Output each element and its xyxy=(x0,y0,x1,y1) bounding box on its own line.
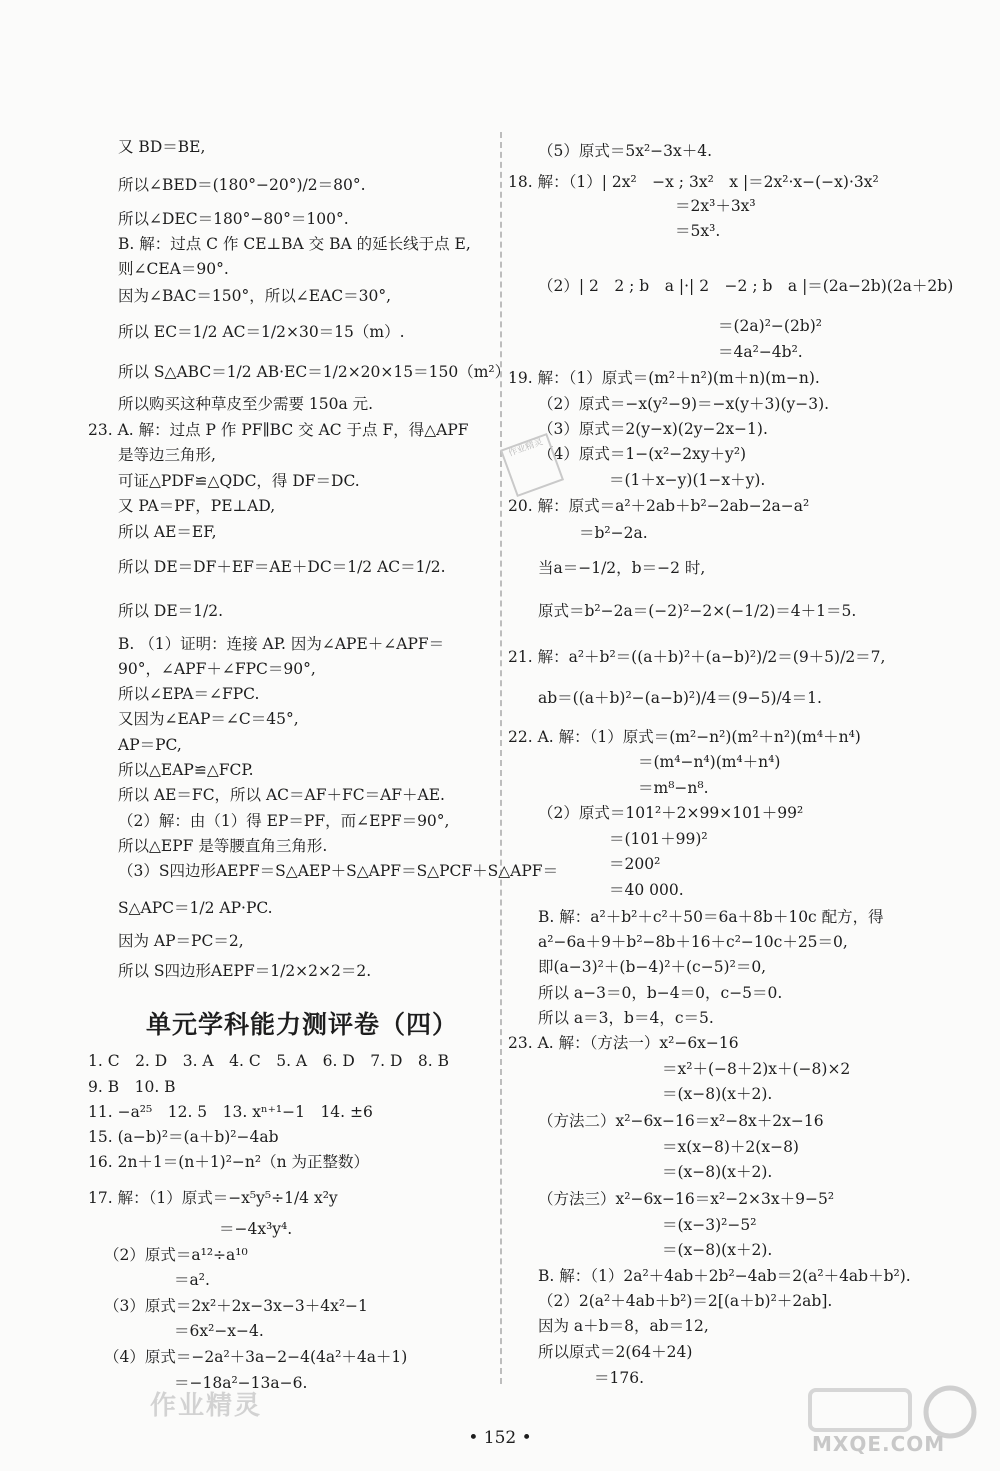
text-line: 又因为∠EAP＝∠C＝45°, xyxy=(118,710,299,728)
text-line: ＝x(x−8)＋2(x−8) xyxy=(662,1138,799,1156)
text-line: 19. 解：（1）原式＝(m²＋n²)(m＋n)(m−n). xyxy=(508,369,820,387)
text-line: （2）原式＝a¹²÷a¹⁰ xyxy=(104,1246,248,1264)
text-line: 23. A. 解：（方法一）x²−6x−16 xyxy=(508,1034,739,1052)
text-line: 因为∠BAC＝150°，所以∠EAC＝30°, xyxy=(118,287,392,305)
text-line: ＝(x−8)(x＋2). xyxy=(662,1163,773,1181)
text-line: ＝(101＋99)² xyxy=(609,830,708,848)
text-line: ＝−4x³y⁴. xyxy=(219,1220,293,1238)
text-line: S△APC＝1/2 AP·PC. xyxy=(118,899,273,917)
watermark-site: MXQE.COM xyxy=(812,1432,946,1456)
text-line: ＝(x−8)(x＋2). xyxy=(662,1241,773,1259)
text-line: （3）原式＝2(y−x)(2y−2x−1). xyxy=(538,420,768,438)
text-line: 9. B 10. B xyxy=(88,1078,176,1096)
stamp-watermark: 作业精灵 xyxy=(500,433,564,497)
text-line: B. 解：（1）2a²＋4ab＋2b²−4ab＝2(a²＋4ab＋b²). xyxy=(538,1267,911,1285)
text-line: a²−6a＋9＋b²−8b＋16＋c²−10c＋25＝0, xyxy=(538,933,848,951)
text-line: ＝−18a²−13a−6. xyxy=(174,1374,308,1392)
text-line: ＝(m⁴−n⁴)(m⁴＋n⁴) xyxy=(638,753,781,771)
text-line: 22. A. 解：（1）原式＝(m²−n²)(m²＋n²)(m⁴＋n⁴) xyxy=(508,728,861,746)
text-line: ＝m⁸−n⁸. xyxy=(638,779,709,797)
text-line: （2）原式＝101²＋2×99×101＋99² xyxy=(538,804,804,822)
text-line: （2）2(a²＋4ab＋b²)＝2[(a＋b)²＋2ab]. xyxy=(538,1292,833,1310)
text-line: AP＝PC, xyxy=(118,736,182,754)
text-line: ＝2x³＋3x³ xyxy=(675,197,756,215)
text-line: ＝(1＋x−y)(1−x＋y). xyxy=(609,471,766,489)
text-line: 所以 a−3＝0，b−4＝0，c−5＝0. xyxy=(538,984,783,1002)
text-line: B. （1）证明：连接 AP. 因为∠APE＋∠APF＝ xyxy=(118,635,445,653)
text-line: 所以 AE＝FC，所以 AC＝AF＋FC＝AF＋AE. xyxy=(118,786,445,804)
text-line: 所以 a＝3，b＝4，c＝5. xyxy=(538,1009,714,1027)
text-line: （4）原式＝1−(x²−2xy＋y²) xyxy=(538,445,747,463)
text-line: 又 PA＝PF，PE⊥AD, xyxy=(118,497,276,515)
text-line: ＝(x−8)(x＋2). xyxy=(662,1085,773,1103)
text-line: ＝176. xyxy=(594,1369,645,1387)
text-line: （方法三）x²−6x−16＝x²−2×3x＋9−5² xyxy=(538,1190,835,1208)
page-number: • 152 • xyxy=(468,1428,532,1448)
text-line: 所以∠DEC＝180°−80°＝100°. xyxy=(118,210,349,228)
text-line: B. 解：过点 C 作 CE⊥BA 交 BA 的延长线于点 E, xyxy=(118,235,471,253)
text-line: 原式＝b²−2a＝(−2)²−2×(−1/2)＝4＋1＝5. xyxy=(538,602,857,620)
text-line: ＝(2a)²−(2b)² xyxy=(718,317,822,335)
text-line: ＝(x−3)²−5² xyxy=(662,1216,757,1234)
text-line: （4）原式＝−2a²＋3a−2−4(4a²＋4a＋1) xyxy=(104,1348,408,1366)
text-line: 15. (a−b)²＝(a＋b)²−4ab xyxy=(88,1128,279,1146)
text-line: 所以原式＝2(64＋24) xyxy=(538,1343,693,1361)
text-line: 所以△EPF 是等腰直角三角形. xyxy=(118,837,328,855)
text-line: 是等边三角形, xyxy=(118,446,216,464)
text-line: （5）原式＝5x²−3x＋4. xyxy=(538,142,713,160)
text-line: 可证△PDF≌△QDC，得 DF＝DC. xyxy=(118,472,360,490)
text-line: 18. 解：（1）| 2x² −x ; 3x² x |＝2x²·x−(−x)·3x² xyxy=(508,173,879,191)
text-line: （方法二）x²−6x−16＝x²−8x＋2x−16 xyxy=(538,1112,824,1130)
text-line: 所以∠BED＝(180°−20°)/2＝80°. xyxy=(118,176,366,194)
text-line: 则∠CEA＝90°. xyxy=(118,260,229,278)
text-line: ab＝((a＋b)²−(a−b)²)/4＝(9−5)/4＝1. xyxy=(538,689,822,707)
section-heading: 单元学科能力测评卷（四） xyxy=(146,1010,459,1039)
text-line: 所以 DE＝DF＋EF＝AE＋DC＝1/2 AC＝1/2. xyxy=(118,558,446,576)
text-line: 21. 解：a²＋b²＝((a＋b)²＋(a−b)²)/2＝(9＋5)/2＝7, xyxy=(508,648,886,666)
text-line: 所以 DE＝1/2. xyxy=(118,602,224,620)
text-line: 1. C 2. D 3. A 4. C 5. A 6. D 7. D 8. B xyxy=(88,1052,450,1070)
text-line: ＝x²＋(−8＋2)x＋(−8)×2 xyxy=(662,1060,851,1078)
text-line: ＝4a²−4b². xyxy=(718,343,803,361)
text-line: ＝40 000. xyxy=(609,881,684,899)
text-line: 即(a−3)²＋(b−4)²＋(c−5)²＝0, xyxy=(538,958,767,976)
text-line: 所以 EC＝1/2 AC＝1/2×30＝15（m）. xyxy=(118,323,405,341)
text-line: ＝a². xyxy=(174,1271,210,1289)
column-divider xyxy=(500,132,502,1384)
text-line: 23. A. 解：过点 P 作 PF∥BC 交 AC 于点 F，得△APF xyxy=(88,421,469,439)
text-line: 因为 AP＝PC＝2, xyxy=(118,932,244,950)
text-line: 所以 S四边形AEPF＝1/2×2×2＝2. xyxy=(118,962,372,980)
text-line: （2）原式＝−x(y²−9)＝−x(y＋3)(y−3). xyxy=(538,395,830,413)
text-line: 所以 AE＝EF, xyxy=(118,523,217,541)
text-line: ＝5x³. xyxy=(675,222,721,240)
text-line: 当a＝−1/2，b＝−2 时, xyxy=(538,559,706,577)
text-line: 17. 解：（1）原式＝−x⁵y⁵÷1/4 x²y xyxy=(88,1189,338,1207)
text-line: B. 解：a²＋b²＋c²＋50＝6a＋8b＋10c 配方，得 xyxy=(538,908,884,926)
watermark-text: 作业精灵 xyxy=(150,1391,263,1421)
text-line: （3）S四边形AEPF＝S△AEP＋S△APF＝S△PCF＋S△APF＝ xyxy=(118,862,559,880)
text-line: 因为 a＋b＝8，ab＝12, xyxy=(538,1317,709,1335)
text-line: 16. 2n＋1＝(n＋1)²−n²（n 为正整数） xyxy=(88,1153,370,1171)
text-line: 所以△EAP≌△FCP. xyxy=(118,761,254,779)
text-line: 所以∠EPA＝∠FPC. xyxy=(118,685,260,703)
text-line: 11. −a²⁵ 12. 5 13. xⁿ⁺¹−1 14. ±6 xyxy=(88,1103,373,1121)
text-line: （3）原式＝2x²＋2x−3x−3＋4x²−1 xyxy=(104,1297,368,1315)
text-line: 20. 解：原式＝a²＋2ab＋b²−2ab−2a−a² xyxy=(508,497,810,515)
text-line: ＝6x²−x−4. xyxy=(174,1322,264,1340)
text-line: 所以购买这种草皮至少需要 150a 元. xyxy=(118,395,374,413)
text-line: （2）| 2 2 ; b a |·| 2 −2 ; b a |＝(2a−2b)(2a＋2b) xyxy=(538,277,954,295)
text-line: （2）解：由（1）得 EP＝PF，而∠EPF＝90°, xyxy=(118,812,450,830)
text-line: 90°，∠APF＋∠FPC＝90°, xyxy=(118,660,316,678)
text-line: 所以 S△ABC＝1/2 AB·EC＝1/2×20×15＝150（m²）. xyxy=(118,363,516,381)
text-line: ＝b²−2a. xyxy=(579,524,648,542)
text-line: ＝200² xyxy=(609,855,661,873)
text-line: 又 BD＝BE, xyxy=(118,138,206,156)
